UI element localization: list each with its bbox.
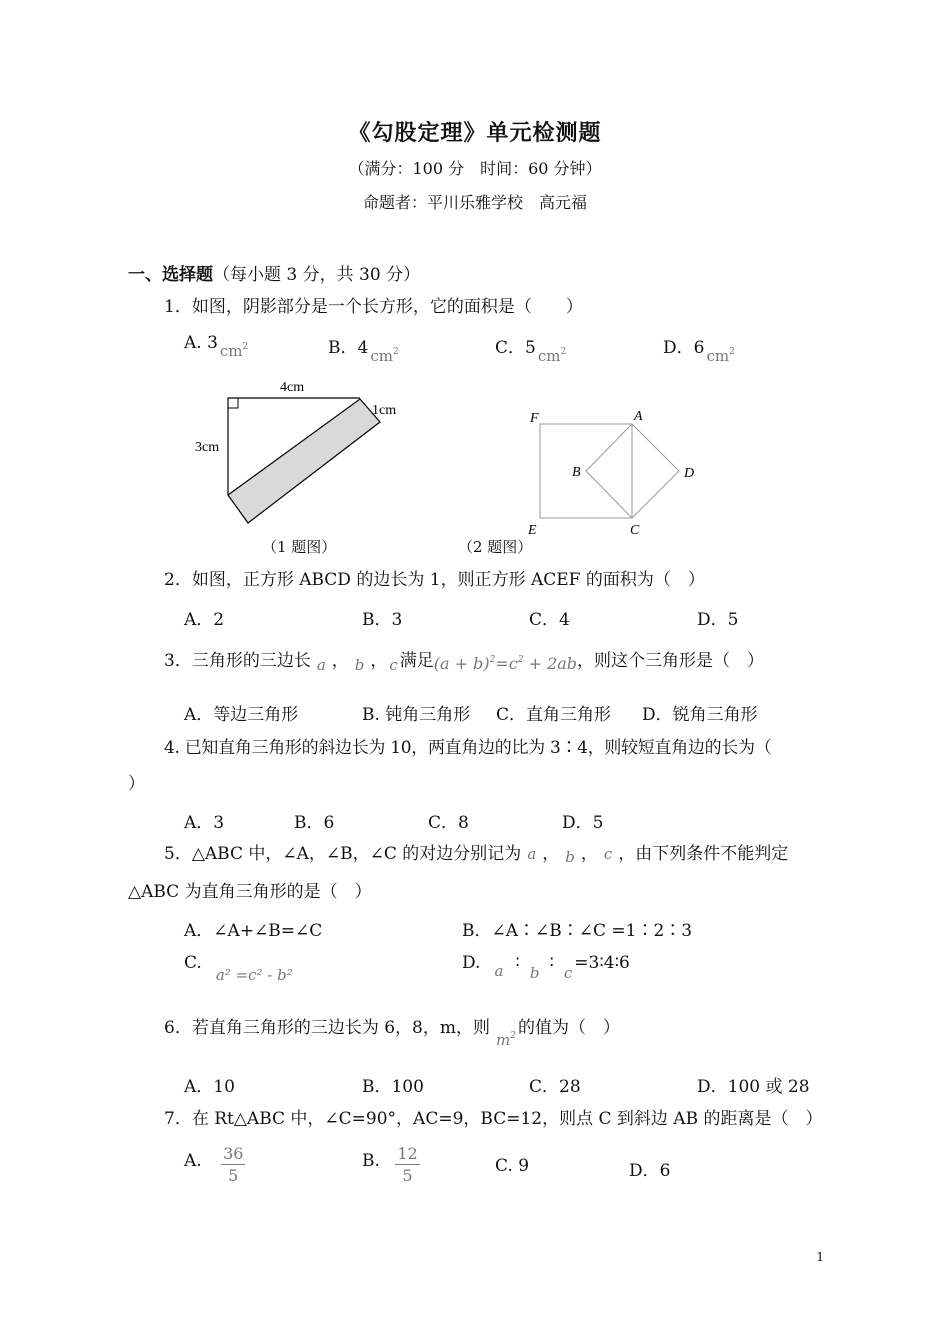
- q2-option-d: D．5: [697, 610, 739, 630]
- q6-option-b: B．100: [362, 1077, 424, 1097]
- question-6-stem: 6．若直角三角形的三边长为 6，8，m，则$m^2$ 的值为（ ）: [164, 1018, 620, 1049]
- label-f: F: [530, 411, 539, 426]
- question-4-stem-cont: ）: [128, 774, 145, 794]
- q3-option-a: A．等边三角形: [184, 705, 299, 725]
- figure-2: [520, 400, 720, 540]
- q5-option-d: D. a ∶ b ∶ c =3∶4∶6: [462, 953, 630, 982]
- question-3-stem: 3．三角形的三边长 a ， b ， c 满足$(a + b)^2=c^2 + 2ab$，则这个三角形是（ ）: [164, 651, 765, 674]
- q3-option-c: C．直角三角形: [496, 705, 612, 725]
- shaded-rectangle: [228, 399, 380, 523]
- right-angle-mark: [228, 398, 238, 408]
- label-e: E: [528, 523, 537, 538]
- q4-option-a: A．3: [184, 813, 225, 833]
- figure-1-caption: （1 题图）: [262, 538, 337, 556]
- q2-option-c: C．4: [529, 610, 570, 630]
- exam-meta: （满分：100 分 时间：60 分钟）: [348, 159, 602, 178]
- q7-option-a: A. $\frac{36}{5}$: [184, 1144, 244, 1185]
- section-label: 一、选择题: [128, 265, 213, 285]
- q7-option-c: C. 9: [495, 1156, 530, 1176]
- fig1-right-label: 1cm: [372, 403, 397, 418]
- figure-1: [190, 372, 420, 562]
- q3-formula: $(a + b)^2=c^2 + 2ab$: [433, 654, 578, 673]
- q5-option-a: A．∠A+∠B=∠C: [184, 921, 323, 941]
- label-c: C: [630, 523, 640, 538]
- section-heading: [128, 260, 420, 285]
- figure-2-caption: （2 题图）: [458, 538, 533, 556]
- label-d: D: [684, 466, 695, 481]
- q7-option-b: B. $\frac{12}{5}$: [362, 1144, 418, 1185]
- q1-option-b: B．4 $cm^2$: [328, 338, 399, 365]
- q1-option-d: D．6 $cm^2$: [663, 338, 735, 365]
- question-7-stem: 7．在 Rt△ABC 中，∠C=90°，AC=9，BC=12，则点 C 到斜边 AB 的距离是（ ）: [164, 1109, 823, 1129]
- question-5-stem: 5．△ABC 中，∠A，∠B，∠C 的对边分别记为 a ， b ， c ，由下列条件不能判定: [164, 844, 789, 866]
- q6-option-a: A．10: [184, 1077, 235, 1097]
- question-2-stem: 2．如图，正方形 ABCD 的边长为 1，则正方形 ACEF 的面积为（ ）: [164, 570, 705, 590]
- question-4-stem: 4. 已知直角三角形的斜边长为 10，两直角边的比为 3∶4，则较短直角边的长为（: [164, 738, 772, 758]
- q2-option-b: B．3: [362, 610, 403, 630]
- q7-option-d: D．6: [629, 1161, 671, 1181]
- q3-option-b: B. 钝角三角形: [362, 705, 471, 725]
- label-b: B: [572, 465, 581, 480]
- q7-option-a-fraction: $\frac{36}{5}$: [223, 1144, 244, 1185]
- q5-option-c: C.a² =c² - b²: [184, 953, 293, 984]
- page-number: 1: [816, 1250, 824, 1264]
- exam-author: 命题者：平川乐雅学校 高元福: [362, 193, 587, 212]
- q2-option-a: A．2: [184, 610, 225, 630]
- label-a: A: [634, 409, 643, 424]
- q3-option-d: D．锐角三角形: [642, 705, 758, 725]
- page-title: 《勾股定理》单元检测题: [348, 120, 602, 146]
- q1-option-a: A. 3 $cm^2$: [184, 333, 249, 360]
- q7-option-b-fraction: $\frac{12}{5}$: [397, 1144, 418, 1185]
- question-1-stem: 1．如图，阴影部分是一个长方形，它的面积是（ ）: [164, 297, 583, 317]
- fig1-top-label: 4cm: [280, 380, 305, 395]
- q6-option-c: C．28: [529, 1077, 581, 1097]
- q1-option-c: C．5 $cm^2$: [495, 338, 567, 365]
- q5-option-b: B．∠A∶∠B∶∠C =1∶2∶3: [462, 921, 693, 941]
- q4-option-c: C．8: [428, 813, 469, 833]
- section-note: （每小题 3 分，共 30 分）: [213, 265, 421, 285]
- q4-option-d: D．5: [562, 813, 604, 833]
- q4-option-b: B．6: [294, 813, 335, 833]
- q6-option-d: D．100 或 28: [697, 1077, 810, 1097]
- fig1-left-label: 3cm: [195, 440, 220, 455]
- question-5-stem-cont: △ABC 为直角三角形的是（ ）: [128, 882, 372, 902]
